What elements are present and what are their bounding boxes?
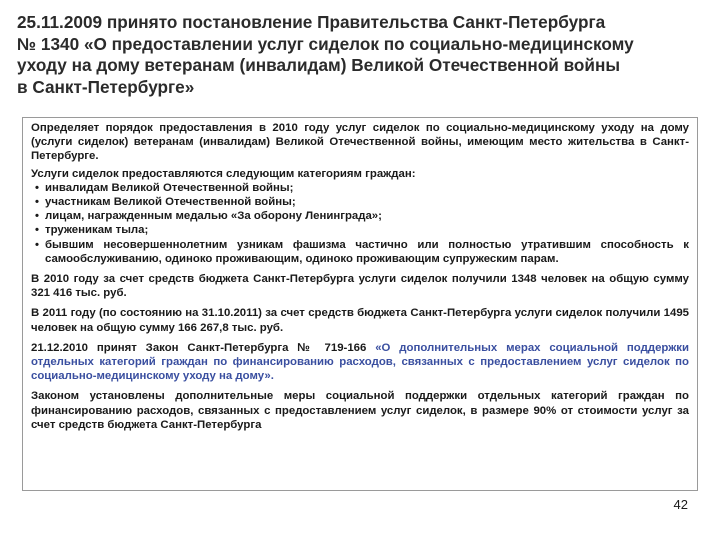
- page-number: 42: [673, 497, 688, 512]
- paragraph-measures: Законом установлены дополнительные меры социальной поддержки отдельных категорий граждан по финансированию расходов, связанных с предоставлением услуг сиделок, в размере 90% от стоимости услуг за счет средств бюджета Санкт-Петербурга: [31, 390, 689, 431]
- paragraph-categories-intro: Услуги сиделок предоставляются следующим категориям граждан:: [31, 167, 416, 180]
- title-line-3: уходу на дому ветеранам (инвалидам) Великой Отечественной войны: [17, 55, 621, 76]
- list-item: • бывшим несовершеннолетним узникам фашизма частично или полностью утратившим способность к самообслуживанию, одиноко проживающим, одиноко проживающим супружеским парам.: [35, 238, 689, 265]
- slide-title: [17, 12, 707, 98]
- categories-list: [31, 181, 689, 266]
- bullet-icon: •: [35, 210, 39, 223]
- bullet-icon: •: [35, 238, 39, 251]
- paragraph-2010-stats: В 2010 году за счет средств бюджета Санкт-Петербурга услуги сиделок получили 1348 человек на общую сумму 321 416 тыс. руб.: [31, 273, 689, 300]
- title-line-4: в Санкт-Петербурге»: [17, 76, 195, 97]
- bullet-icon: •: [35, 196, 39, 209]
- list-item: • участникам Великой Отечественной войны;: [35, 196, 296, 209]
- bullet-icon: •: [35, 181, 39, 194]
- title-line-1: 25.11.2009 принято постановление Правительства Санкт-Петербурга: [17, 12, 606, 32]
- bullet-icon: •: [35, 224, 39, 237]
- law-title: «О дополнительных мерах социальной поддержки отдельных категорий граждан по финансированию расходов, связанных с предоставлением услуг сиделок по социально-медицинскому уходу на дому».: [31, 341, 689, 383]
- list-item: • труженикам тыла;: [35, 224, 149, 237]
- paragraph-2011-stats: В 2011 году (по состоянию на 31.10.2011) за счет средств бюджета Санкт-Петербурга услуги сиделок получили 1495 человек на общую сумму 166 267,8 тыс. руб.: [31, 307, 689, 334]
- content-body: [31, 121, 689, 432]
- law-reference: 21.12.2010 принят Закон Санкт-Петербурга № 719-166: [31, 341, 376, 354]
- paragraph-definition: Определяет порядок предоставления в 2010 году услуг сиделок по социально-медицинскому уходу на дому (услуги сиделок) ветеранам (инвалидам) Великой Отечественной войны, имеющим место жительства в Санкт-Петербурге.: [31, 122, 689, 163]
- title-line-2: № 1340 «О предоставлении услуг сиделок по социально-медицинскому: [17, 33, 634, 54]
- list-item: • лицам, награжденным медалью «За оборону Ленинграда»;: [35, 210, 382, 223]
- list-item: • инвалидам Великой Отечественной войны;: [35, 181, 294, 194]
- paragraph-law: [31, 341, 689, 384]
